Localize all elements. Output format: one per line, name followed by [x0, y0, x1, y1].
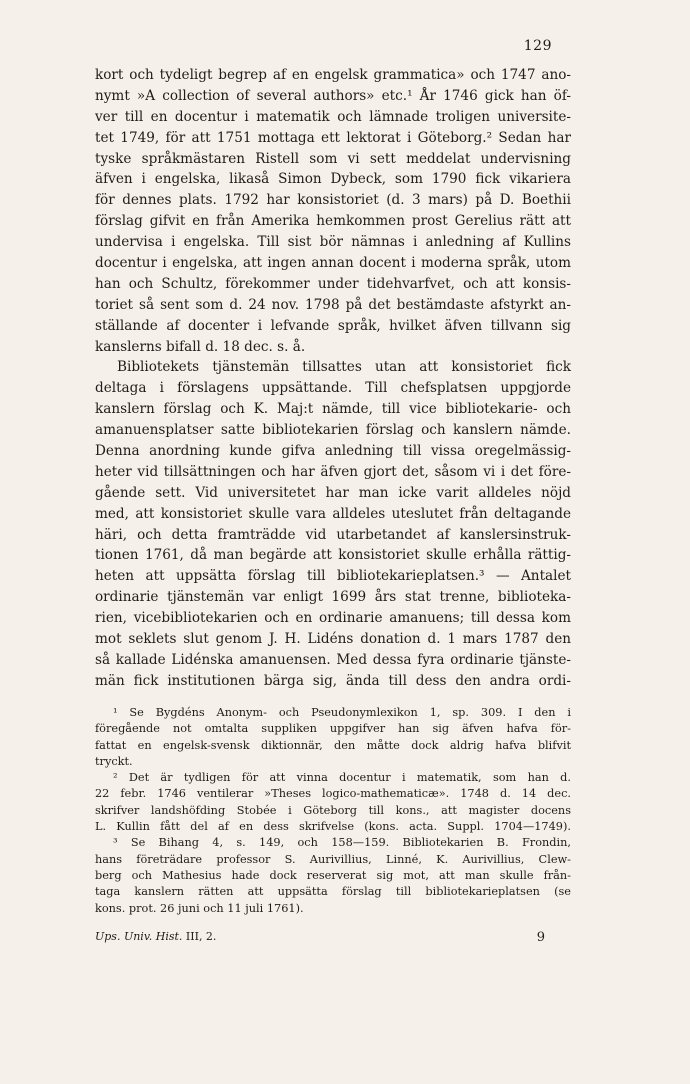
body-text [95, 65, 571, 692]
footnote-line: ³ Se Bihang 4, s. 149, och 158—159. Bibliotekarien B. Frondin, [113, 836, 571, 850]
footnote-line: ¹ Se Bygdéns Anonym- och Pseudonymlexikon 1, sp. 309. I den i [113, 706, 571, 719]
footnote-line: hans företrädare professor S. Aurivillius, Linné, K. Aurivillius, Clew- [95, 852, 571, 866]
text-line: ställande af docenter i lefvande språk, hvilket äfven tillvann sig [95, 317, 571, 334]
text-line: för dennes plats. 1792 har konsistoriet (d. 3 mars) på D. Boethii [95, 192, 571, 209]
text-line: docentur i engelska, att ingen annan docent i moderna språk, utom [95, 255, 571, 272]
text-line: han och Schultz, förekommer under tidehvarfvet, och att konsis- [95, 275, 571, 292]
signature-title: Ups. Univ. Hist. [95, 930, 183, 943]
text-line: gående sett. Vid universitetet har man icke varit alldeles nöjd [95, 484, 571, 501]
text-line: heter vid tillsättningen och har äfven gjort det, såsom vi i det före- [95, 463, 571, 480]
text-line: Bibliotekets tjänstemän tillsattes utan att konsistoriet fick [117, 359, 571, 376]
text-line: med, att konsistoriet skulle vara alldeles uteslutet från deltagande [95, 505, 571, 522]
text-line: tet 1749, för att 1751 mottaga ett lektorat i Göteborg.² Sedan har [95, 129, 571, 146]
footnote-line: berg och Mathesius hade dock reserverat sig mot, att man skulle från- [95, 868, 571, 882]
text-line: kanslern förslag och K. Maj:t nämde, till vice bibliotekarie- och [95, 401, 571, 418]
text-line: häri, och detta framträdde vid utarbetandet af kanslersinstruk- [95, 526, 571, 543]
text-line: ver till en docentur i matematik och lämnade troligen universite- [95, 108, 571, 125]
footnote-line: L. Kullin fått del af en dess skrifvelse (kons. acta. Suppl. 1704—1749). [95, 820, 571, 834]
footnote-line: kons. prot. 26 juni och 11 juli 1761). [95, 901, 304, 915]
text-line: förslag gifvit en från Amerika hemkommen prost Gerelius rätt att [95, 213, 571, 230]
text-line: så kallade Lidénska amanuensen. Med dessa fyra ordinarie tjänste- [95, 651, 571, 668]
text-line: deltaga i förslagens uppsättande. Till chefsplatsen uppgjorde [95, 380, 571, 397]
sheet-number: 9 [536, 930, 545, 945]
footnote-line: ² Det är tydligen för att vinna docentur i matematik, som han d. [113, 771, 571, 785]
footnote-line: skrifver landshöfding Stobée i Göteborg till kons., att magister docens [95, 803, 571, 817]
text-line: män fick institutionen bärga sig, ända till dess den andra ordi- [95, 672, 571, 689]
text-line: rien, vicebibliotekarien och en ordinarie amanuens; till dessa kom [95, 610, 571, 627]
text-line: kanslerns bifall d. 18 dec. s. å. [95, 338, 306, 355]
text-line: Denna anordning kunde gifva anledning till vissa oregelmässig- [95, 443, 571, 460]
page-number: 129 [523, 38, 552, 54]
text-line: äfven i engelska, likaså Simon Dybeck, som 1790 fick vikariera [95, 171, 571, 188]
footnote-line: 22 febr. 1746 ventilerar »Theses logico-mathematicæ». 1748 d. 14 dec. [95, 787, 571, 801]
footnote-line: taga kanslern rätten att uppsätta förslag till bibliotekarieplatsen (se [95, 885, 571, 899]
footnote-line: föregående not omtalta suppliken uppgifver han sig äfven hafva för- [95, 722, 571, 736]
footnote-line: fattat en engelsk-svensk diktionnär, den måtte dock aldrig hafva blifvit [95, 738, 571, 752]
text-line: tionen 1761, då man begärde att konsistoriet skulle erhålla rättig- [95, 547, 571, 564]
footnote-line: tryckt. [95, 754, 133, 768]
signature-mark [95, 930, 216, 943]
text-line: tyske språkmästaren Ristell som vi sett meddelat undervisning [95, 150, 571, 167]
text-line: kort och tydeligt begrep af en engelsk grammatica» och 1747 ano- [95, 67, 571, 83]
text-line: undervisa i engelska. Till sist bör nämnas i anledning af Kullins [95, 234, 571, 251]
footnotes [95, 705, 571, 917]
signature-volume: III, 2. [182, 930, 217, 943]
text-line: mot seklets slut genom J. H. Lidéns donation d. 1 mars 1787 den [95, 631, 571, 648]
text-line: toriet så sent som d. 24 nov. 1798 på det bestämdaste afstyrkt an- [95, 296, 571, 313]
text-line: heten att uppsätta förslag till bibliotekarieplatsen.³ — Antalet [95, 568, 571, 585]
text-line: nymt »A collection of several authors» etc.¹ År 1746 gick han öf- [95, 87, 571, 104]
text-line: amanuensplatser satte bibliotekarien förslag och kanslern nämde. [95, 422, 571, 439]
text-line: ordinarie tjänstemän var enligt 1699 års stat trenne, biblioteka- [95, 589, 571, 606]
